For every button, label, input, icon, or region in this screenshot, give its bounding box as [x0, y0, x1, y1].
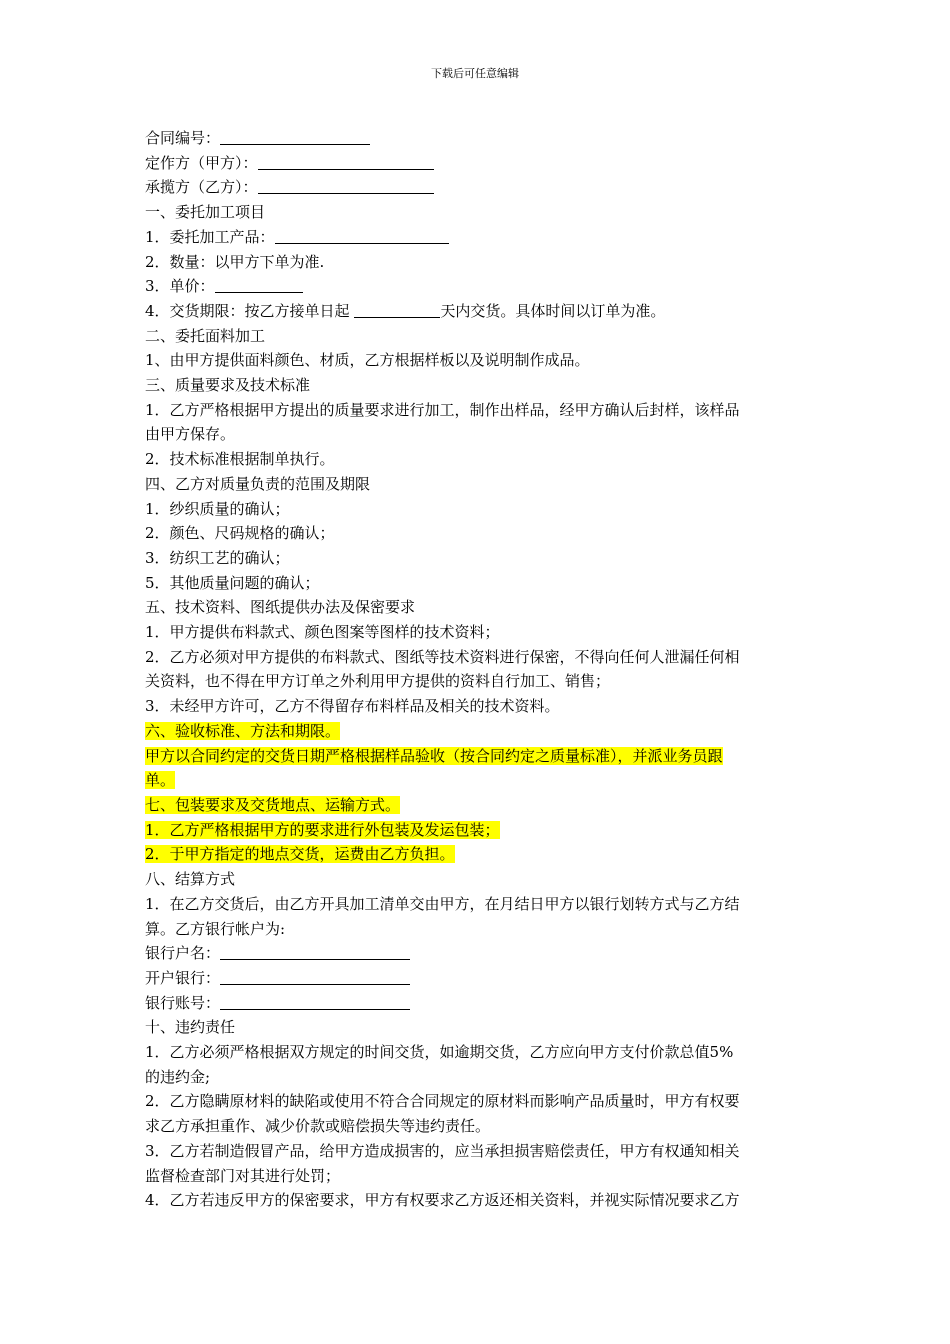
section-7-title-line	[145, 793, 810, 818]
section-6-line-1b	[145, 768, 810, 793]
bank-blank[interactable]	[220, 970, 410, 985]
contract-number-line	[145, 126, 810, 151]
account-name-line	[145, 941, 810, 966]
account-number-line	[145, 991, 810, 1016]
section-6-title: 六、验收标准、方法和期限。	[145, 721, 341, 740]
product-label: 1．委托加工产品：	[145, 227, 275, 246]
party-a-label: 定作方（甲方）：	[145, 153, 258, 172]
section-4-line-2: 2．颜色、尺码规格的确认；	[145, 524, 335, 543]
bank-line	[145, 966, 810, 991]
product-blank[interactable]	[275, 229, 449, 244]
price-blank[interactable]	[215, 278, 303, 293]
party-a-blank[interactable]	[258, 155, 434, 170]
section-8-title: 八、结算方式	[145, 870, 236, 889]
delivery-suffix: 天内交货。具体时间以订单为准。	[440, 301, 666, 320]
section-7-text-2: 2．于甲方指定的地点交货，运费由乙方负担。	[145, 845, 455, 864]
section-8-line-1a: 1．在乙方交货后，由乙方开具加工清单交由甲方，在月结日甲方以银行划转方式与乙方结	[145, 894, 740, 913]
party-a-line	[145, 151, 810, 176]
product-line	[145, 225, 810, 250]
section-8-line-1b: 算。乙方银行帐户为:	[145, 919, 286, 938]
section-3-line-2: 2．技术标准根据制单执行。	[145, 450, 335, 469]
quantity-line: 2．数量：以甲方下单为准.	[145, 252, 325, 271]
delivery-line	[145, 299, 810, 324]
page-header: 下载后可任意编辑	[431, 67, 519, 80]
delivery-prefix: 4．交货期限：按乙方接单日起	[145, 301, 355, 320]
section-4-line-5: 5．其他质量问题的确认；	[145, 573, 320, 592]
price-line	[145, 274, 810, 299]
party-b-label: 承揽方（乙方）：	[145, 178, 258, 197]
section-10-line-2b: 求乙方承担重作、减少价款或赔偿损失等违约责任。	[145, 1117, 491, 1136]
section-6-text-1b: 单。	[145, 771, 176, 790]
section-4-line-3: 3．纺织工艺的确认；	[145, 548, 290, 567]
section-7-line-1	[145, 818, 810, 843]
party-b-blank[interactable]	[258, 179, 434, 194]
section-6-line-1a	[145, 744, 810, 769]
section-6-text-1a: 甲方以合同约定的交货日期严格根据样品验收（按合同约定之质量标准），并派业务员跟	[145, 746, 723, 765]
section-2-line-1: 1、由甲方提供面料颜色、材质，乙方根据样板以及说明制作成品。	[145, 351, 590, 370]
section-4-title: 四、乙方对质量负责的范围及期限	[145, 474, 371, 493]
section-4-line-1: 1．纱织质量的确认；	[145, 499, 290, 518]
section-5-line-1: 1．甲方提供布料款式、颜色图案等图样的技术资料；	[145, 623, 500, 642]
section-5-line-2a: 2．乙方必须对甲方提供的布料款式、图纸等技术资料进行保密，不得向任何人泄漏任何相	[145, 647, 740, 666]
bank-label: 开户银行：	[145, 968, 221, 987]
contract-number-label: 合同编号：	[145, 129, 221, 147]
account-name-label: 银行户名：	[145, 944, 221, 963]
section-1-title: 一、委托加工项目	[145, 203, 266, 222]
section-10-line-1a: 1．乙方必须严格根据双方规定的时间交货，如逾期交货，乙方应向甲方支付价款总值5%	[145, 1043, 734, 1062]
section-3-line-1a: 1．乙方严格根据甲方提出的质量要求进行加工，制作出样品，经甲方确认后封样，该样品	[145, 400, 740, 419]
section-7-line-2	[145, 842, 810, 867]
section-10-line-2a: 2．乙方隐瞒原材料的缺陷或使用不符合合同规定的原材料而影响产品质量时，甲方有权要	[145, 1092, 740, 1111]
section-5-line-3: 3．未经甲方许可，乙方不得留存布料样品及相关的技术资料。	[145, 697, 560, 716]
delivery-days-blank[interactable]	[354, 303, 440, 318]
section-10-line-3a: 3．乙方若制造假冒产品，给甲方造成损害的，应当承担损害赔偿责任，甲方有权通知相关	[145, 1141, 740, 1160]
section-3-line-1b: 由甲方保存。	[145, 425, 236, 444]
section-6-title-line	[145, 719, 810, 744]
account-number-label: 银行账号：	[145, 993, 221, 1012]
section-10-title: 十、违约责任	[145, 1018, 236, 1037]
contract-number-blank[interactable]	[220, 130, 370, 145]
section-10-line-4a: 4．乙方若违反甲方的保密要求，甲方有权要求乙方返还相关资料，并视实际情况要求乙方	[145, 1191, 740, 1210]
section-2-title: 二、委托面料加工	[145, 326, 266, 345]
section-7-text-1: 1．乙方严格根据甲方的要求进行外包装及发运包装；	[145, 820, 500, 839]
party-b-line	[145, 175, 810, 200]
section-3-title: 三、质量要求及技术标准	[145, 376, 311, 395]
section-7-title: 七、包装要求及交货地点、运输方式。	[145, 795, 401, 814]
account-number-blank[interactable]	[220, 995, 410, 1010]
price-label: 3．单价：	[145, 277, 215, 296]
section-10-line-3b: 监督检查部门对其进行处罚；	[145, 1166, 341, 1185]
section-10-line-1b: 的违约金;	[145, 1067, 211, 1086]
contract-body	[145, 126, 810, 1213]
section-5-title: 五、技术资料、图纸提供办法及保密要求	[145, 598, 416, 617]
account-name-blank[interactable]	[220, 945, 410, 960]
section-5-line-2b: 关资料，也不得在甲方订单之外利用甲方提供的资料自行加工、销售；	[145, 672, 611, 691]
